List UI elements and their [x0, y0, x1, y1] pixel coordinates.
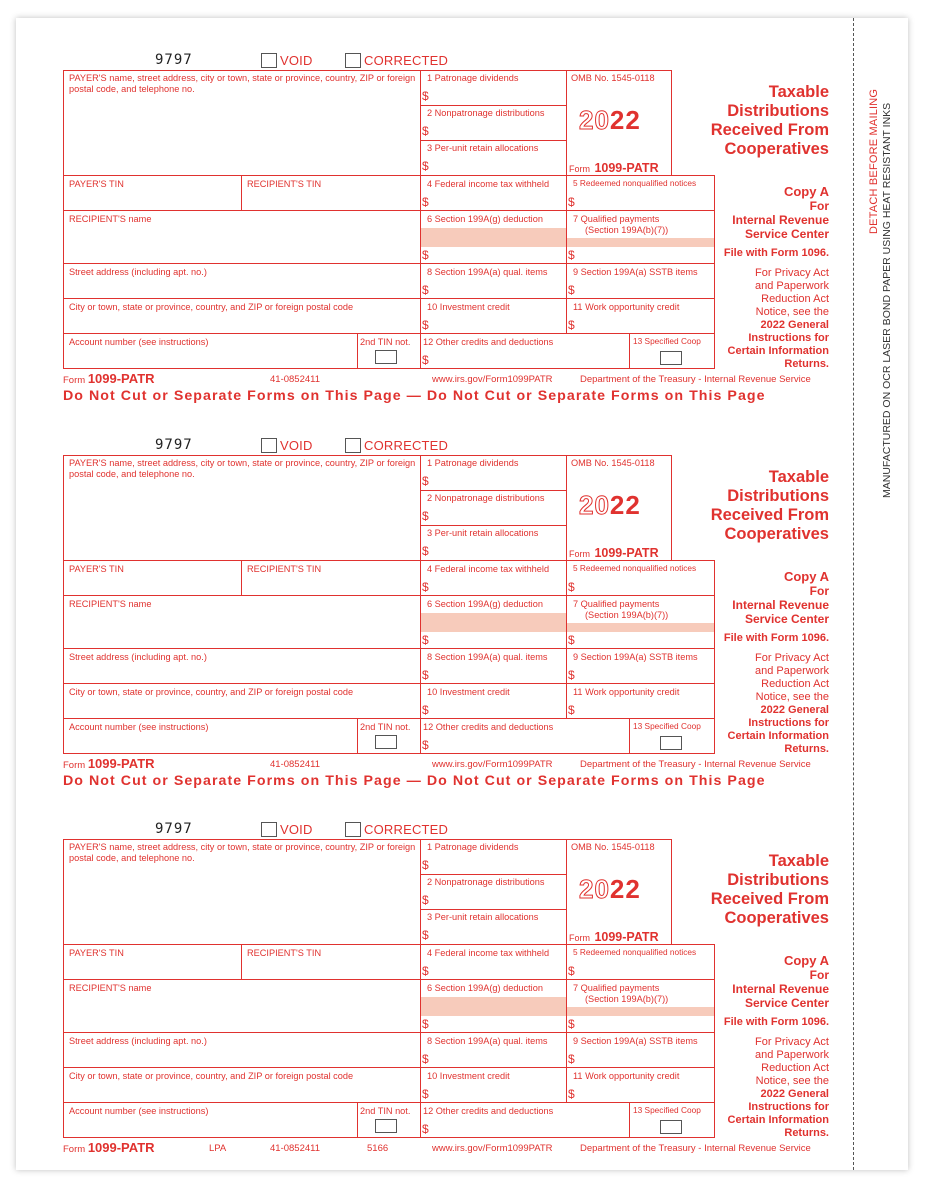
dollar-sign: $	[422, 1052, 429, 1066]
recipient-name-field[interactable]	[63, 210, 421, 264]
box9-label: 9 Section 199A(a) SSTB items	[573, 1036, 698, 1046]
void-option[interactable]	[261, 52, 313, 70]
form-title: Taxable Distributions Received From Cooperatives	[710, 83, 829, 158]
catalog-number: 41-0852411	[270, 759, 321, 770]
box9-199a-sstb-items[interactable]	[566, 263, 715, 299]
box13-specified-coop	[629, 1102, 715, 1138]
account-number-label: Account number (see instructions)	[69, 722, 209, 732]
box9-label: 9 Section 199A(a) SSTB items	[573, 267, 698, 277]
dollar-sign: $	[568, 668, 575, 682]
form-title: Taxable Distributions Received From Cooperatives	[710, 468, 829, 543]
box2-label: 2 Nonpatronage distributions	[427, 493, 545, 503]
box11-label: 11 Work opportunity credit	[573, 687, 680, 697]
box10-investment-credit[interactable]	[420, 1067, 567, 1103]
dollar-sign: $	[422, 318, 429, 332]
dollar-sign: $	[422, 1087, 429, 1101]
dollar-sign: $	[422, 353, 429, 367]
box9-label: 9 Section 199A(a) SSTB items	[573, 652, 698, 662]
void-option[interactable]	[261, 437, 313, 455]
footer-form-id: Form 1099-PATR	[63, 1140, 155, 1155]
void-checkbox[interactable]	[261, 438, 277, 453]
street-address-field[interactable]	[63, 648, 421, 684]
box13-label: 13 Specified Coop	[633, 1105, 701, 1115]
payer-info-label: PAYER'S name, street address, city or town, state or province, country, ZIP or foreign postal code, and telephone no.	[69, 73, 416, 94]
recipient-name-label: RECIPIENT'S name	[69, 983, 152, 993]
dollar-sign: $	[422, 159, 429, 173]
box11-label: 11 Work opportunity credit	[573, 302, 680, 312]
account-number-label: Account number (see instructions)	[69, 337, 209, 347]
shaded-area	[567, 238, 714, 247]
corrected-checkbox[interactable]	[345, 822, 361, 837]
form-id-label: Form 1099-PATR	[569, 161, 659, 175]
payer-tin-label: PAYER'S TIN	[69, 179, 124, 189]
second-tin-checkbox[interactable]	[375, 1119, 397, 1133]
city-state-zip-field[interactable]	[63, 1067, 421, 1103]
box11-label: 11 Work opportunity credit	[573, 1071, 680, 1081]
void-checkbox[interactable]	[261, 822, 277, 837]
box5-label: 5 Redeemed nonqualified notices	[573, 563, 697, 573]
privacy-act-notice: For Privacy Act and Paperwork Reduction Act Notice, see the 2022 General Instructions for Certain Information Returns.	[727, 267, 829, 370]
tax-year: 2022	[579, 874, 641, 904]
street-address-label: Street address (including apt. no.)	[69, 652, 207, 662]
box6-199a-g-deduction[interactable]	[420, 979, 567, 1033]
box9-199a-sstb-items[interactable]	[566, 648, 715, 684]
dollar-sign: $	[422, 703, 429, 717]
dollar-sign: $	[422, 195, 429, 209]
box6-label: 6 Section 199A(g) deduction	[427, 599, 543, 609]
box11-work-opportunity-credit[interactable]	[566, 683, 715, 719]
irs-url[interactable]: www.irs.gov/Form1099PATR	[432, 374, 553, 385]
second-tin-notice-field	[357, 1102, 421, 1138]
second-tin-label: 2nd TIN not.	[360, 1106, 411, 1116]
shaded-area	[567, 1007, 714, 1016]
side-detach-text: DETACH BEFORE MAILING	[868, 88, 880, 234]
dollar-sign: $	[568, 283, 575, 297]
box13-label: 13 Specified Coop	[633, 721, 701, 731]
catalog-number: 41-0852411	[270, 374, 321, 385]
box8-199a-qual-items[interactable]	[420, 648, 567, 684]
copy-a-label: Copy A For Internal Revenue Service Center	[732, 569, 829, 626]
payer-tin-label: PAYER'S TIN	[69, 948, 124, 958]
corrected-option[interactable]	[345, 52, 448, 70]
box5-redeemed-notices[interactable]	[566, 560, 715, 596]
box10-label: 10 Investment credit	[427, 687, 510, 697]
box7-label: 7 Qualified payments (Section 199A(b)(7))	[573, 599, 669, 620]
box4-label: 4 Federal income tax withheld	[427, 948, 550, 958]
corrected-label: CORRECTED	[364, 822, 449, 838]
box13-specified-coop	[629, 333, 715, 369]
box2-nonpatronage-distributions[interactable]	[420, 105, 567, 141]
box1-patronage-dividends[interactable]	[420, 70, 567, 106]
omb-year-box	[566, 70, 672, 176]
void-label: VOID	[280, 438, 313, 454]
omb-year-box	[566, 455, 672, 561]
city-state-zip-field[interactable]	[63, 683, 421, 719]
box4-federal-tax-withheld[interactable]	[420, 560, 567, 596]
omb-number: OMB No. 1545-0118	[571, 842, 655, 852]
box5-redeemed-notices[interactable]	[566, 944, 715, 980]
dollar-sign: $	[422, 509, 429, 523]
dollar-sign: $	[568, 195, 575, 209]
recipient-tin-label: RECIPIENT'S TIN	[247, 948, 322, 958]
box7-label: 7 Qualified payments (Section 199A(b)(7))	[573, 214, 669, 235]
box11-work-opportunity-credit[interactable]	[566, 298, 715, 334]
dollar-sign: $	[422, 633, 429, 647]
privacy-act-notice: For Privacy Act and Paperwork Reduction Act Notice, see the 2022 General Instructions for Certain Information Returns.	[727, 1036, 829, 1139]
detach-perforation	[853, 18, 854, 1170]
payer-tin-field[interactable]	[63, 175, 242, 211]
corrected-label: CORRECTED	[364, 438, 449, 454]
box12-other-credits[interactable]	[420, 333, 630, 369]
payer-info-field[interactable]	[63, 455, 421, 561]
recipient-name-field[interactable]	[63, 595, 421, 649]
box8-label: 8 Section 199A(a) qual. items	[427, 267, 548, 277]
payer-info-field[interactable]	[63, 839, 421, 945]
box6-199a-g-deduction[interactable]	[420, 595, 567, 649]
recipient-tin-field[interactable]	[241, 944, 421, 980]
form-id-label: Form 1099-PATR	[569, 546, 659, 560]
account-number-field[interactable]	[63, 1102, 358, 1138]
box3-per-unit-retain[interactable]	[420, 140, 567, 176]
irs-url[interactable]: www.irs.gov/Form1099PATR	[432, 759, 553, 770]
specified-coop-checkbox[interactable]	[660, 736, 682, 750]
box1-label: 1 Patronage dividends	[427, 458, 519, 468]
form-1099-patr-copy-a	[63, 52, 831, 430]
box4-federal-tax-withheld[interactable]	[420, 944, 567, 980]
dollar-sign: $	[422, 544, 429, 558]
city-state-zip-label: City or town, state or province, country, and ZIP or foreign postal code	[69, 1071, 354, 1081]
second-tin-label: 2nd TIN not.	[360, 722, 411, 732]
code-5166: 5166	[367, 1143, 389, 1154]
dollar-sign: $	[568, 248, 575, 262]
box9-199a-sstb-items[interactable]	[566, 1032, 715, 1068]
box4-label: 4 Federal income tax withheld	[427, 564, 550, 574]
treasury-dept: Department of the Treasury - Internal Revenue Service	[580, 1143, 811, 1154]
box2-nonpatronage-distributions[interactable]	[420, 490, 567, 526]
box3-per-unit-retain[interactable]	[420, 525, 567, 561]
box13-specified-coop	[629, 718, 715, 754]
dollar-sign: $	[422, 124, 429, 138]
dollar-sign: $	[568, 1052, 575, 1066]
corrected-checkbox[interactable]	[345, 438, 361, 453]
void-label: VOID	[280, 822, 313, 838]
box4-federal-tax-withheld[interactable]	[420, 175, 567, 211]
box6-label: 6 Section 199A(g) deduction	[427, 214, 543, 224]
form-code-number: 9797	[155, 821, 193, 837]
shaded-area	[421, 228, 566, 247]
form-code-number: 9797	[155, 52, 193, 68]
dollar-sign: $	[422, 668, 429, 682]
payer-info-field[interactable]	[63, 70, 421, 176]
box12-other-credits[interactable]	[420, 718, 630, 754]
void-checkbox[interactable]	[261, 53, 277, 68]
dollar-sign: $	[422, 89, 429, 103]
box2-label: 2 Nonpatronage distributions	[427, 877, 545, 887]
box8-199a-qual-items[interactable]	[420, 1032, 567, 1068]
dollar-sign: $	[422, 1017, 429, 1031]
do-not-cut-warning: Do Not Cut or Separate Forms on This Page — Do Not Cut or Separate Forms on This Page	[63, 773, 766, 789]
dollar-sign: $	[422, 893, 429, 907]
payer-tin-field[interactable]	[63, 560, 242, 596]
second-tin-notice-field	[357, 333, 421, 369]
payer-tin-field[interactable]	[63, 944, 242, 980]
dollar-sign: $	[422, 738, 429, 752]
form-id-label: Form 1099-PATR	[569, 930, 659, 944]
box12-label: 12 Other credits and deductions	[423, 1106, 554, 1116]
dollar-sign: $	[422, 474, 429, 488]
recipient-name-label: RECIPIENT'S name	[69, 599, 152, 609]
street-address-field[interactable]	[63, 263, 421, 299]
dollar-sign: $	[422, 964, 429, 978]
box1-label: 1 Patronage dividends	[427, 842, 519, 852]
shaded-area	[421, 613, 566, 632]
footer-form-id: Form 1099-PATR	[63, 756, 155, 771]
payer-info-label: PAYER'S name, street address, city or town, state or province, country, ZIP or foreign postal code, and telephone no.	[69, 842, 416, 863]
dollar-sign: $	[422, 580, 429, 594]
box2-nonpatronage-distributions[interactable]	[420, 874, 567, 910]
box3-label: 3 Per-unit retain allocations	[427, 143, 539, 153]
specified-coop-checkbox[interactable]	[660, 1120, 682, 1134]
recipient-name-label: RECIPIENT'S name	[69, 214, 152, 224]
omb-number: OMB No. 1545-0118	[571, 458, 655, 468]
account-number-field[interactable]	[63, 718, 358, 754]
second-tin-label: 2nd TIN not.	[360, 337, 411, 347]
recipient-tin-field[interactable]	[241, 560, 421, 596]
payer-tin-label: PAYER'S TIN	[69, 564, 124, 574]
box10-investment-credit[interactable]	[420, 683, 567, 719]
box10-label: 10 Investment credit	[427, 302, 510, 312]
box3-label: 3 Per-unit retain allocations	[427, 912, 539, 922]
box7-label: 7 Qualified payments (Section 199A(b)(7))	[573, 983, 669, 1004]
second-tin-checkbox[interactable]	[375, 735, 397, 749]
dollar-sign: $	[422, 283, 429, 297]
treasury-dept: Department of the Treasury - Internal Revenue Service	[580, 374, 811, 385]
omb-number: OMB No. 1545-0118	[571, 73, 655, 83]
box7-qualified-payments[interactable]	[566, 210, 715, 264]
shaded-area	[567, 623, 714, 632]
corrected-option[interactable]	[345, 821, 448, 839]
tax-year: 2022	[579, 490, 641, 520]
dollar-sign: $	[568, 318, 575, 332]
dollar-sign: $	[568, 580, 575, 594]
box12-label: 12 Other credits and deductions	[423, 722, 554, 732]
footer-form-id: Form 1099-PATR	[63, 371, 155, 386]
corrected-label: CORRECTED	[364, 53, 449, 69]
dollar-sign: $	[568, 1087, 575, 1101]
account-number-label: Account number (see instructions)	[69, 1106, 209, 1116]
city-state-zip-label: City or town, state or province, country, and ZIP or foreign postal code	[69, 687, 354, 697]
file-with-1096: File with Form 1096.	[723, 247, 829, 259]
irs-url[interactable]: www.irs.gov/Form1099PATR	[432, 1143, 553, 1154]
dollar-sign: $	[568, 633, 575, 647]
corrected-option[interactable]	[345, 437, 448, 455]
dollar-sign: $	[568, 964, 575, 978]
lpa-label: LPA	[209, 1143, 227, 1154]
account-number-field[interactable]	[63, 333, 358, 369]
form-1099-patr-copy-a	[63, 437, 831, 815]
dollar-sign: $	[422, 928, 429, 942]
side-manufactured-text: MANUFACTURED ON OCR LASER BOND PAPER USING HEAT RESISTANT INKS	[881, 102, 893, 498]
specified-coop-checkbox[interactable]	[660, 351, 682, 365]
box3-per-unit-retain[interactable]	[420, 909, 567, 945]
recipient-name-field[interactable]	[63, 979, 421, 1033]
form-1099-patr-copy-a	[63, 821, 831, 1199]
city-state-zip-label: City or town, state or province, country, and ZIP or foreign postal code	[69, 302, 354, 312]
treasury-dept: Department of the Treasury - Internal Revenue Service	[580, 759, 811, 770]
void-label: VOID	[280, 53, 313, 69]
box1-patronage-dividends[interactable]	[420, 455, 567, 491]
second-tin-notice-field	[357, 718, 421, 754]
recipient-tin-label: RECIPIENT'S TIN	[247, 564, 322, 574]
payer-info-label: PAYER'S name, street address, city or town, state or province, country, ZIP or foreign postal code, and telephone no.	[69, 458, 416, 479]
box12-other-credits[interactable]	[420, 1102, 630, 1138]
street-address-label: Street address (including apt. no.)	[69, 267, 207, 277]
copy-a-label: Copy A For Internal Revenue Service Center	[732, 953, 829, 1010]
recipient-tin-label: RECIPIENT'S TIN	[247, 179, 322, 189]
form-code-number: 9797	[155, 437, 193, 453]
city-state-zip-field[interactable]	[63, 298, 421, 334]
box1-patronage-dividends[interactable]	[420, 839, 567, 875]
box13-label: 13 Specified Coop	[633, 336, 701, 346]
recipient-tin-field[interactable]	[241, 175, 421, 211]
dollar-sign: $	[568, 1017, 575, 1031]
box6-199a-g-deduction[interactable]	[420, 210, 567, 264]
box1-label: 1 Patronage dividends	[427, 73, 519, 83]
box4-label: 4 Federal income tax withheld	[427, 179, 550, 189]
box2-label: 2 Nonpatronage distributions	[427, 108, 545, 118]
corrected-checkbox[interactable]	[345, 53, 361, 68]
shaded-area	[421, 997, 566, 1016]
box6-label: 6 Section 199A(g) deduction	[427, 983, 543, 993]
box7-qualified-payments[interactable]	[566, 979, 715, 1033]
dollar-sign: $	[568, 703, 575, 717]
form-title: Taxable Distributions Received From Cooperatives	[710, 852, 829, 927]
file-with-1096: File with Form 1096.	[723, 632, 829, 644]
box5-label: 5 Redeemed nonqualified notices	[573, 178, 697, 188]
void-option[interactable]	[261, 821, 313, 839]
omb-year-box	[566, 839, 672, 945]
box7-qualified-payments[interactable]	[566, 595, 715, 649]
copy-a-label: Copy A For Internal Revenue Service Center	[732, 184, 829, 241]
box5-label: 5 Redeemed nonqualified notices	[573, 947, 697, 957]
box10-label: 10 Investment credit	[427, 1071, 510, 1081]
box5-redeemed-notices[interactable]	[566, 175, 715, 211]
dollar-sign: $	[422, 858, 429, 872]
file-with-1096: File with Form 1096.	[723, 1016, 829, 1028]
box8-label: 8 Section 199A(a) qual. items	[427, 652, 548, 662]
box8-label: 8 Section 199A(a) qual. items	[427, 1036, 548, 1046]
box3-label: 3 Per-unit retain allocations	[427, 528, 539, 538]
box11-work-opportunity-credit[interactable]	[566, 1067, 715, 1103]
dollar-sign: $	[422, 248, 429, 262]
dollar-sign: $	[422, 1122, 429, 1136]
tax-year: 2022	[579, 105, 641, 135]
box10-investment-credit[interactable]	[420, 298, 567, 334]
street-address-label: Street address (including apt. no.)	[69, 1036, 207, 1046]
street-address-field[interactable]	[63, 1032, 421, 1068]
do-not-cut-warning: Do Not Cut or Separate Forms on This Page — Do Not Cut or Separate Forms on This Page	[63, 388, 766, 404]
second-tin-checkbox[interactable]	[375, 350, 397, 364]
privacy-act-notice: For Privacy Act and Paperwork Reduction Act Notice, see the 2022 General Instructions for Certain Information Returns.	[727, 652, 829, 755]
box12-label: 12 Other credits and deductions	[423, 337, 554, 347]
box8-199a-qual-items[interactable]	[420, 263, 567, 299]
catalog-number: 41-0852411	[270, 1143, 321, 1154]
